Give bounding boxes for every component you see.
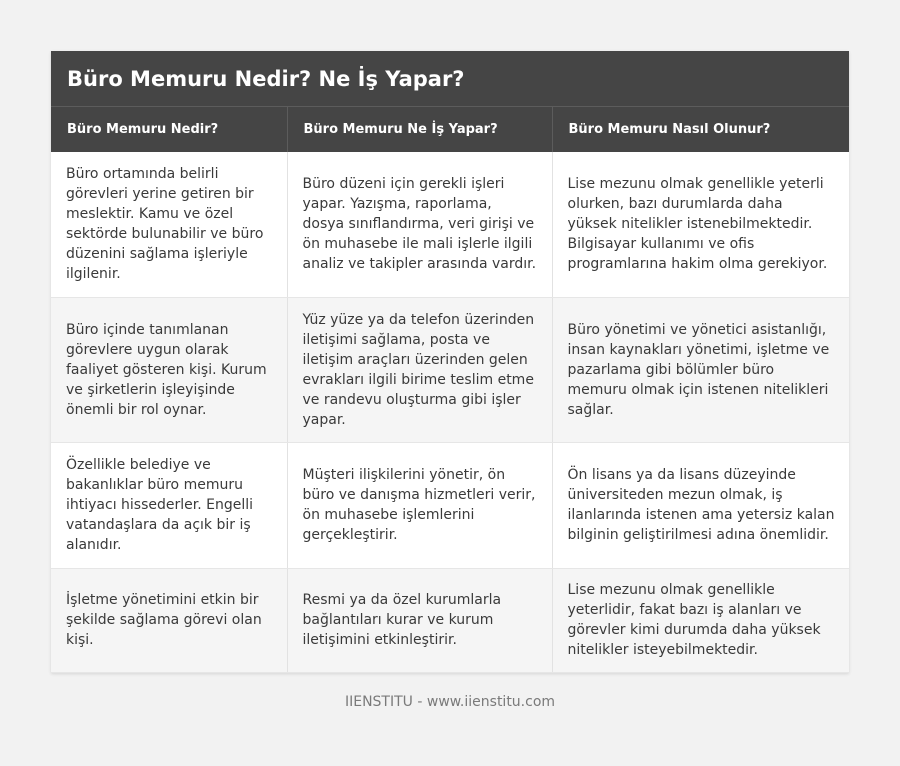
table-cell: Büro düzeni için gerekli işleri yapar. Yazışma, raporlama, dosya sınıflandırma, veri girişi ve ön muhasebe ile mali işlerle ilgili analiz ve takipler arasında vardır.: [287, 152, 552, 297]
table-row: [51, 297, 849, 442]
table-cell: Müşteri ilişkilerini yönetir, ön büro ve danışma hizmetleri verir, ön muhasebe işlemlerini gerçekleştirir.: [287, 442, 552, 568]
table-cell: İşletme yönetimini etkin bir şekilde sağlama görevi olan kişi.: [51, 568, 287, 672]
footer-credit: IIENSTITU - www.iienstitu.com: [344, 694, 556, 710]
column-header-how-to-become: Büro Memuru Nasıl Olunur?: [552, 107, 849, 152]
content-card: [51, 51, 849, 673]
table-cell: Resmi ya da özel kurumlarla bağlantıları kurar ve kurum iletişimini etkinleştirir.: [287, 568, 552, 672]
table-cell: Lise mezunu olmak genellikle yeterli olurken, bazı durumlarda daha yüksek nitelikler istenebilmektedir. Bilgisayar kullanımı ve ofis programlarına hakim olma gerekiyor.: [552, 152, 849, 297]
table-cell: Lise mezunu olmak genellikle yeterlidir, fakat bazı iş alanları ve görevler kimi durumda daha yüksek nitelikler isteyebilmektedir.: [552, 568, 849, 672]
table-row: [51, 442, 849, 568]
column-header-what-does: Büro Memuru Ne İş Yapar?: [287, 107, 552, 152]
table-title: Büro Memuru Nedir? Ne İş Yapar?: [51, 51, 849, 107]
info-table: [51, 107, 849, 673]
table-row: [51, 568, 849, 672]
table-cell: Ön lisans ya da lisans düzeyinde üniversiteden mezun olmak, iş ilanlarında istenen ama yetersiz kalan bilginin geliştirilmesi adına önemlidir.: [552, 442, 849, 568]
table-cell: Büro ortamında belirli görevleri yerine getiren bir meslektir. Kamu ve özel sektörde bulunabilir ve büro düzenini sağlama işleriyle ilgilenir.: [51, 152, 287, 297]
table-cell: Özellikle belediye ve bakanlıklar büro memuru ihtiyacı hissederler. Engelli vatandaşlara da açık bir iş alanıdır.: [51, 442, 287, 568]
column-header-what-is: Büro Memuru Nedir?: [51, 107, 287, 152]
table-row: [51, 152, 849, 297]
table-cell: Büro içinde tanımlanan görevlere uygun olarak faaliyet gösteren kişi. Kurum ve şirketlerin işleyişinde önemli bir rol oynar.: [51, 297, 287, 442]
table-cell: Yüz yüze ya da telefon üzerinden iletişimi sağlama, posta ve iletişim araçları üzerinden gelen evrakları ilgili birime teslim etme ve randevu oluşturma gibi işler yapar.: [287, 297, 552, 442]
table-cell: Büro yönetimi ve yönetici asistanlığı, insan kaynakları yönetimi, işletme ve pazarlama gibi bölümler büro memuru olmak için istenen nitelikleri sağlar.: [552, 297, 849, 442]
table-header-row: [51, 107, 849, 152]
